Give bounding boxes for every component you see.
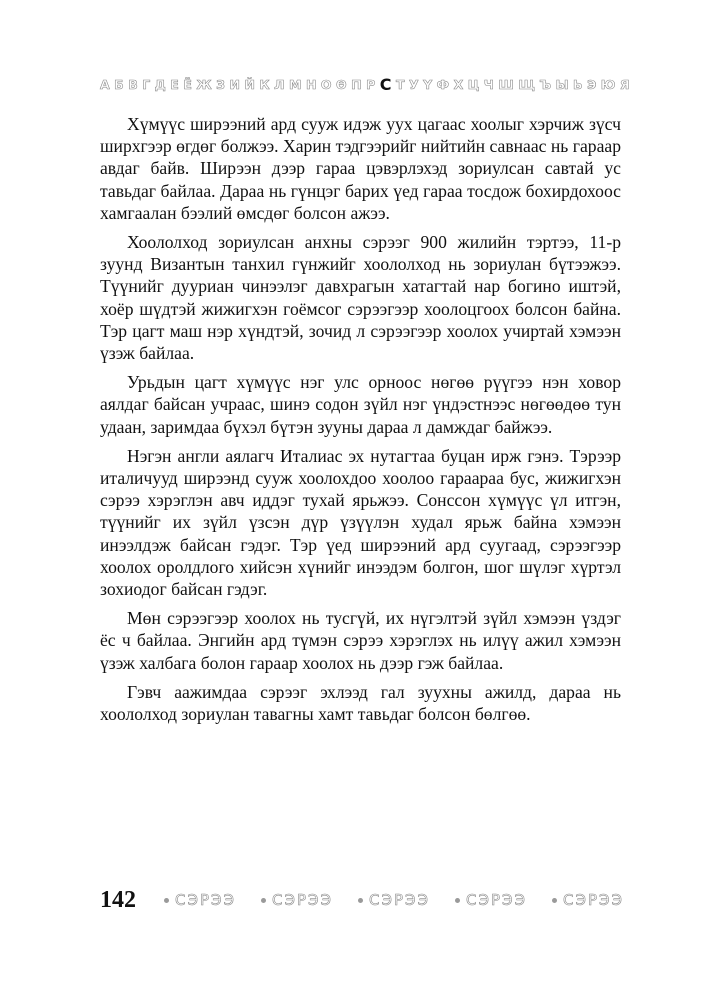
alphabet-letter: Э (587, 77, 597, 92)
running-title-text: СЭРЭЭ (563, 891, 624, 909)
running-title-text: СЭРЭЭ (175, 891, 236, 909)
alphabet-letter: В (128, 77, 138, 92)
alphabet-letter: М (289, 77, 302, 92)
running-footer (164, 889, 624, 911)
paragraph-2: Хоололход зориулсан анхны сэрээг 900 жилийн тэртээ, 11-р зуунд Византын танхил гүнжийг хоололход нь зориулан бүтээжээ. Түүнийг дууриан чинээлэг давхрагын хатагтай нар богино иштэй, хоёр шүдтэй жижигхэн гоёмсог сэрээгээр хоолоцгоох болсон байна. Тэр цагт маш нэр хүндтэй, зочид л сэрээгээр хоолох учиртай хэмээн үзэж байлаа. (100, 232, 621, 364)
alphabet-letter: А (100, 77, 110, 92)
alphabet-letter: Й (244, 77, 255, 92)
alphabet-letter: З (216, 77, 226, 92)
alphabet-letter: П (351, 77, 362, 92)
alphabet-letter: Е (170, 77, 179, 92)
alphabet-letter: Я (619, 77, 630, 92)
alphabet-letter: Ё (183, 77, 192, 92)
page-number: 142 (100, 887, 136, 913)
alphabet-letter: Д (154, 77, 166, 92)
alphabet-letter: Ж (196, 77, 212, 92)
paragraph-6: Гэвч аажимдаа сэрээг эхлээд гал зуухны ажилд, дараа нь хоололход зориулан тавагны хамт тавьдаг болсон бөлгөө. (100, 681, 621, 725)
bullet-dot-icon (455, 898, 460, 903)
alphabet-letter: Ъ (539, 77, 552, 92)
alphabet-letter: И (229, 77, 240, 92)
alphabet-letter: Р (366, 77, 376, 92)
bullet-dot-icon (261, 898, 266, 903)
running-title-item (164, 889, 236, 911)
alphabet-header (100, 77, 630, 93)
alphabet-letter: Ш (498, 77, 514, 92)
alphabet-letter: Б (114, 77, 124, 92)
alphabet-letter: Х (453, 77, 464, 92)
bullet-dot-icon (164, 898, 169, 903)
running-title-item (358, 889, 430, 911)
paragraph-1: Хүмүүс ширээний ард сууж идэж уух цагаас хоолыг хэрчиж зүсч ширхгээр өгдөг болжээ. Харин тэдгээрийг нийтийн савнаас нь гараар авдаг байв. Ширээн дээр гараа цэвэрлэхэд зориулсан савтай ус тавьдаг байлаа. Дараа нь гүнцэг барих үед гараа тосдож бохирдохоос хамгаалан бээлий өмсдөг болсон ажээ. (100, 114, 621, 223)
alphabet-letter: Ө (336, 77, 347, 92)
alphabet-letter: О (320, 77, 332, 92)
running-title-text: СЭРЭЭ (369, 891, 430, 909)
alphabet-letter: Ф (436, 77, 450, 92)
running-title-item (261, 889, 333, 911)
running-title-text: СЭРЭЭ (272, 891, 333, 909)
alphabet-letter: Т (395, 77, 405, 92)
alphabet-letter: С (379, 75, 392, 94)
paragraph-5: Мөн сэрээгээр хоолох нь тусгүй, их нүгэлтэй зүйл хэмээн үздэг ёс ч байлаа. Энгийн ард түмэн сэрээ хэрэглэх нь илүү ажил хэмээн үзэж халбага болон гараар хоолох нь дээр гэж байлаа. (100, 608, 621, 673)
running-title-text: СЭРЭЭ (466, 891, 527, 909)
main-text (100, 113, 621, 732)
alphabet-letter: Ь (573, 77, 583, 92)
paragraph-3: Урьдын цагт хүмүүс нэг улс орноос нөгөө рүүгээ нэн ховор аялдаг байсан учраас, шинэ содон зүйл нэг үндэстнээс нөгөөдөө тун удаан, заримдаа бүхэл бүтэн зууны дараа л дамждаг байжээ. (100, 372, 621, 437)
alphabet-letter: Ч (483, 77, 494, 92)
alphabet-letter: Ю (600, 77, 616, 92)
running-title-item (455, 889, 527, 911)
alphabet-letter: Ц (467, 77, 480, 92)
alphabet-letter: Г (142, 77, 151, 92)
bullet-dot-icon (552, 898, 557, 903)
alphabet-letter: К (259, 77, 270, 92)
alphabet-letter: Л (274, 77, 285, 92)
alphabet-letter: Ы (555, 77, 569, 92)
alphabet-letter: У (409, 77, 419, 92)
alphabet-letter: Щ (518, 77, 535, 92)
alphabet-letter: Н (305, 77, 317, 92)
paragraph-4: Нэгэн англи аялагч Италиас эх нутагтаа буцан ирж гэнэ. Тэрээр италичууд ширээнд сууж хоолохдоо хоолоо гараараа бус, жижигхэн сэрээ хэрэглэн авч иддэг тухай ярьжээ. Сонссон хүмүүс үл итгэн, түүнийг их зүйл үзсэн дүр үзүүлэн худал ярьж байна хэмээн инээлдэж байсан гэдэг. Тэр үед ширээний ард суугаад, сэрээгээр хоолох оролдлого хийсэн хүнийг инээдэм болгон, шог шүлэг хүртэл зохиодог байсан гэдэг. (100, 445, 621, 600)
running-title-item (552, 889, 624, 911)
bullet-dot-icon (358, 898, 363, 903)
alphabet-letter: Ү (423, 77, 433, 92)
